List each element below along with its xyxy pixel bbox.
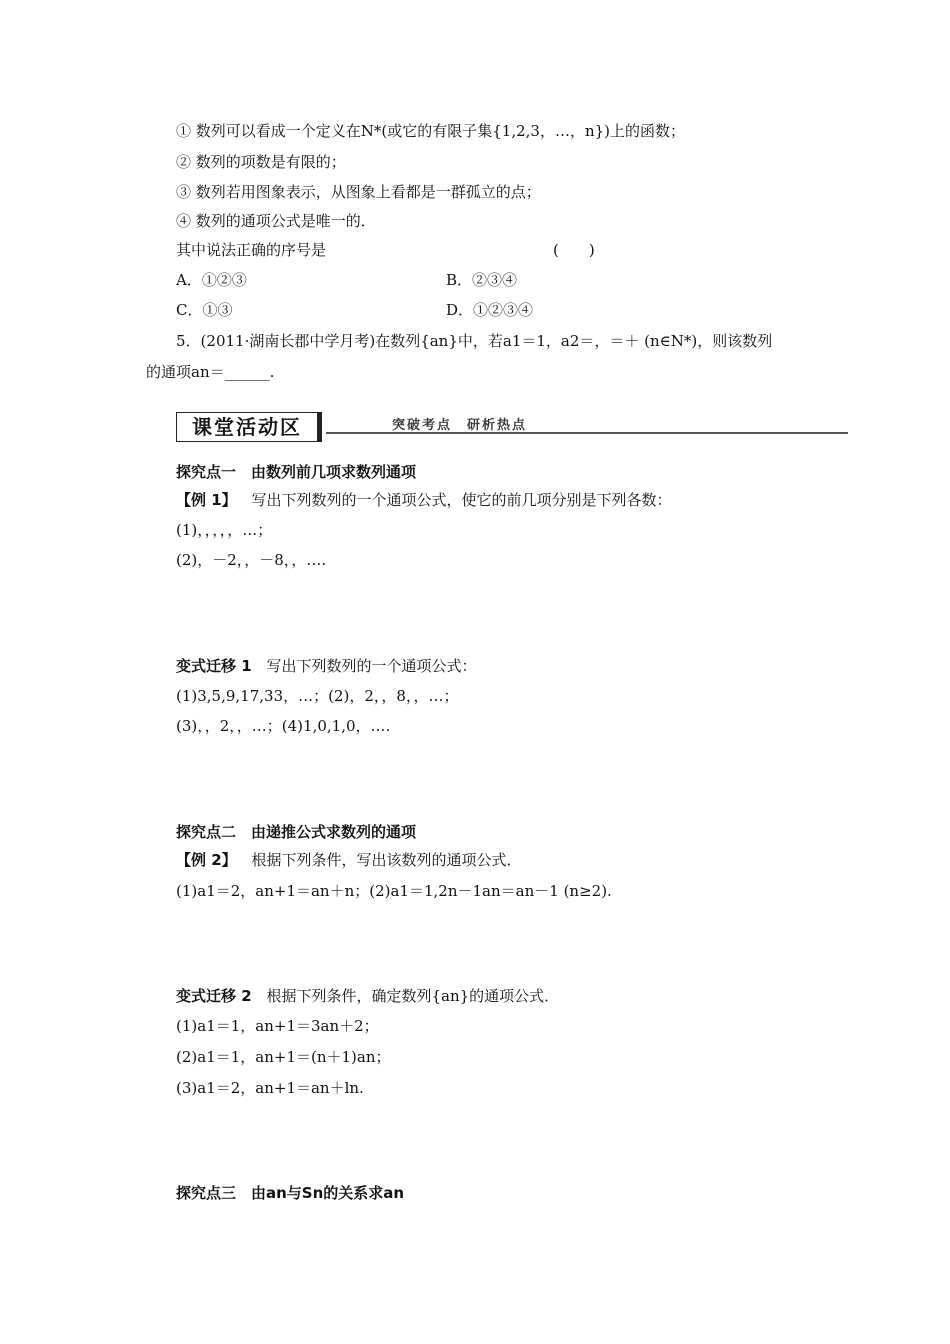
- question-5-line-1: 5．(2011·湖南长郡中学月考)在数列{an}中，若a1＝1，a2＝，＝＋ (n∈N*)，则该数列: [176, 332, 773, 350]
- section-1-heading: 探究点一 由数列前几项求数列通项: [176, 463, 417, 481]
- variant-1-item-2: (3)，，2，，…；(4)1,0,1,0，….: [176, 717, 391, 735]
- variant-2-item-3: (3)a1＝2，an+1＝an＋ln.: [176, 1079, 364, 1097]
- example-2-item-1: (1)a1＝2，an+1＝an＋n；(2)a1＝1,2n－1an＝an－1 (n≥2).: [176, 882, 612, 900]
- variant-2-item-1: (1)a1＝1，an+1＝3an＋2；: [176, 1017, 379, 1035]
- answer-bracket: ( ): [553, 241, 595, 259]
- example-2: [176, 849, 521, 871]
- variant-2: [176, 985, 559, 1007]
- variant-1-heading: 变式迁移 1: [176, 657, 252, 675]
- variant-1-text: 写出下列数列的一个通项公式：: [266, 657, 477, 675]
- statement-1: ① 数列可以看成一个定义在N*(或它的有限子集{1,2,3，…，n})上的函数；: [176, 122, 686, 140]
- section-3-heading: 探究点三 由an与Sn的关系求an: [176, 1184, 405, 1202]
- example-1-text: 写出下列数列的一个通项公式，使它的前几项分别是下列各数：: [251, 491, 672, 509]
- variant-1: [176, 655, 476, 677]
- question-5-line-2: 的通项an＝______.: [146, 363, 275, 381]
- example-1-item-2: (2)，－2，，－8，，….: [176, 551, 327, 569]
- example-1: [176, 489, 671, 511]
- statement-3: ③ 数列若用图象表示，从图象上看都是一群孤立的点；: [176, 183, 541, 201]
- example-1-item-1: (1)，，，，，…；: [176, 521, 273, 539]
- statement-4: ④ 数列的通项公式是唯一的．: [176, 212, 376, 230]
- variant-2-text: 根据下列条件，确定数列{an}的通项公式．: [266, 987, 560, 1005]
- choice-d: D．①②③④: [446, 301, 534, 319]
- example-2-text: 根据下列条件，写出该数列的通项公式．: [251, 851, 522, 869]
- statement-2: ② 数列的项数是有限的；: [176, 153, 346, 171]
- variant-2-item-2: (2)a1＝1，an+1＝(n＋1)an；: [176, 1048, 391, 1066]
- section-2-heading: 探究点二 由递推公式求数列的通项: [176, 823, 417, 841]
- banner-title: 课堂活动区: [176, 412, 322, 442]
- choice-c: C．①③: [176, 301, 233, 319]
- choice-b: B．②③④: [446, 271, 518, 289]
- example-2-label: 【例 2】: [176, 851, 237, 869]
- question-prompt: 其中说法正确的序号是: [176, 241, 327, 259]
- banner-subtitle: 突破考点 研析热点: [392, 418, 528, 433]
- example-1-label: 【例 1】: [176, 491, 237, 509]
- choice-a: A．①②③: [176, 271, 247, 289]
- variant-1-item-1: (1)3,5,9,17,33，…；(2)，2，，8，，…；: [176, 687, 459, 705]
- section-banner: [176, 408, 848, 448]
- variant-2-heading: 变式迁移 2: [176, 987, 252, 1005]
